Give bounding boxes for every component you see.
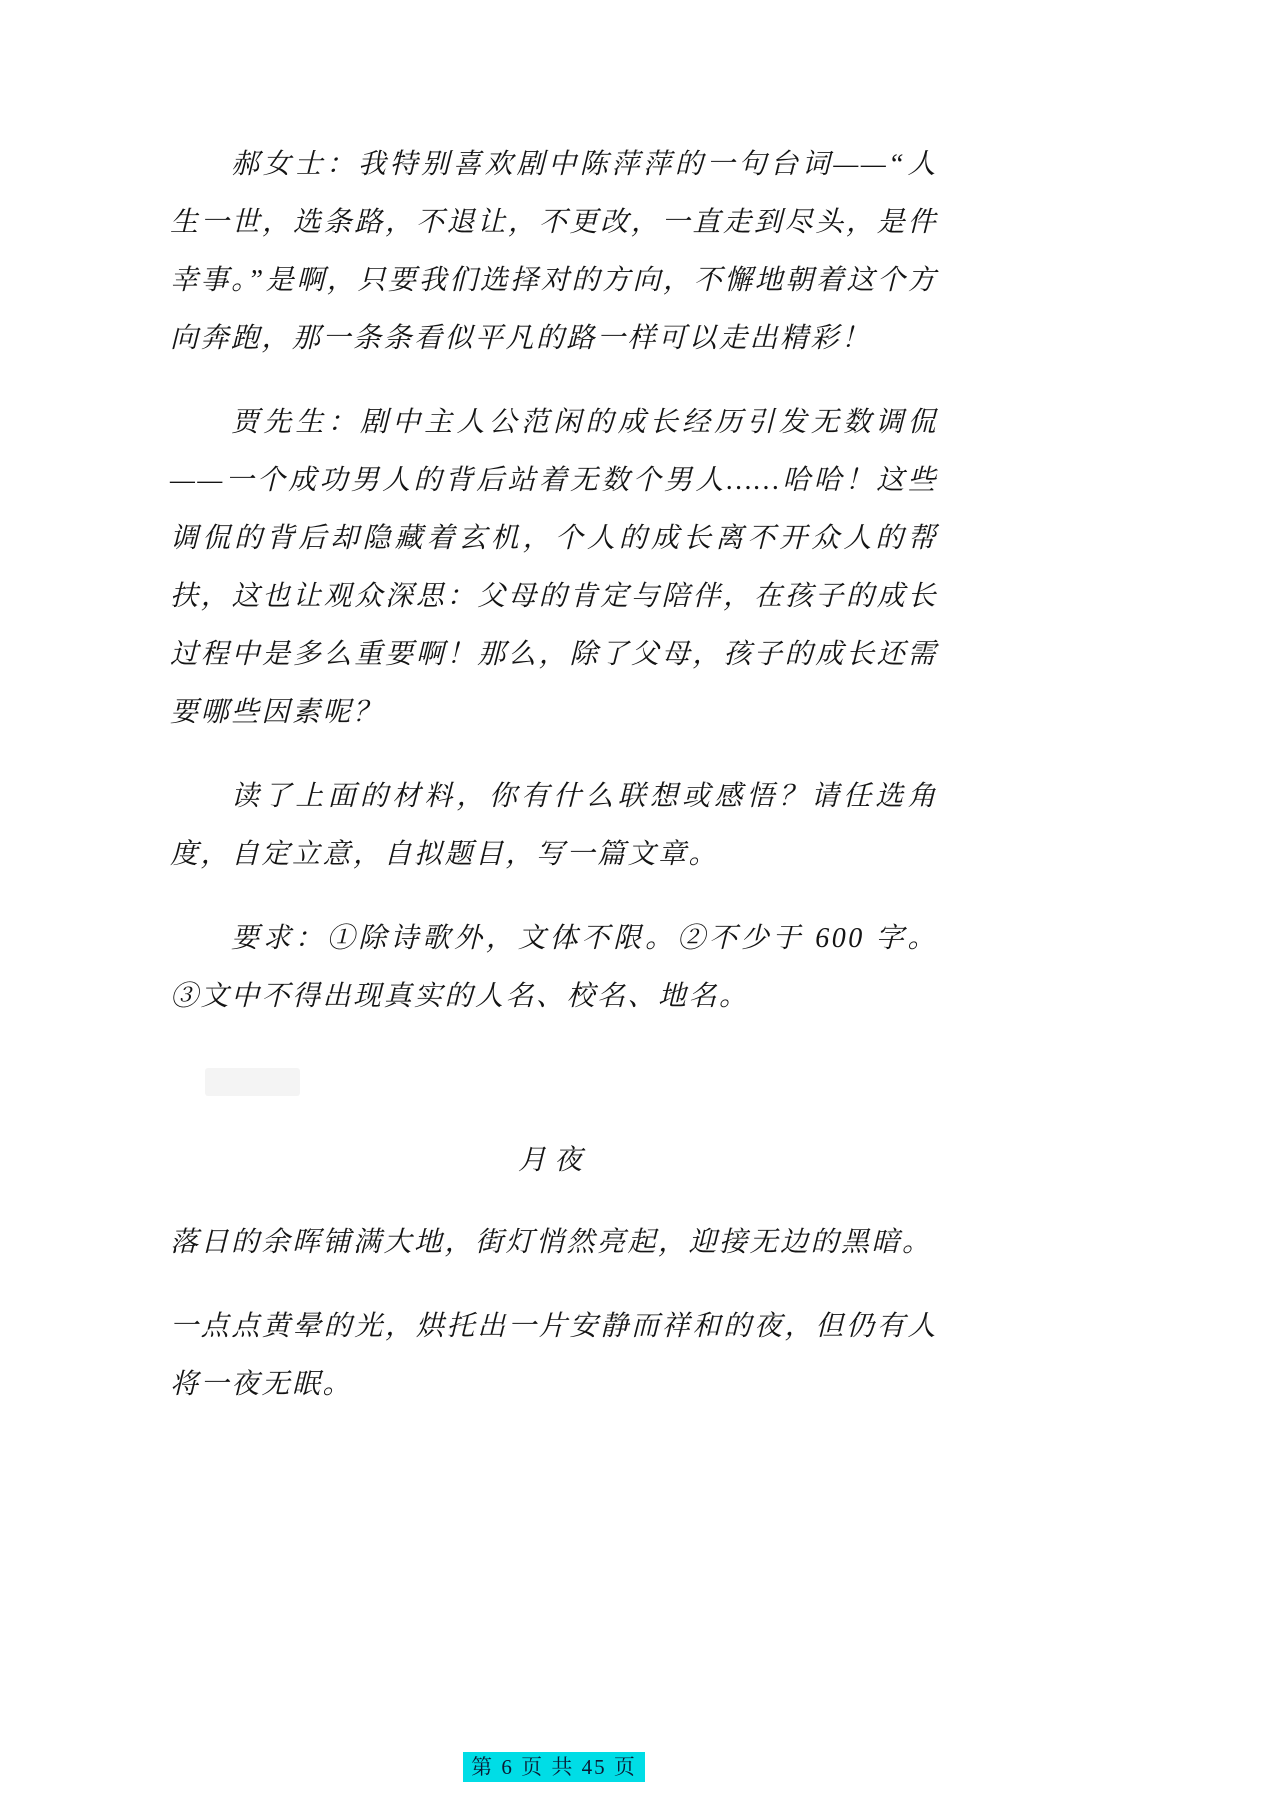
paragraph-sunset: 落日的余晖铺满大地，街灯悄然亮起，迎接无边的黑暗。 <box>170 1227 933 1258</box>
faint-scan-artifact <box>205 1068 300 1096</box>
paragraph-hao-quote: 郝女士：我特别喜欢剧中陈萍萍的一句台词——“人生一世，选条路，不退让，不更改，一直走到尽头，是件幸事。”是啊，只要我们选择对的方向，不懈地朝着这个方向奔跑，那一条条看似平凡的路一样可以走出精彩！ <box>170 149 938 354</box>
paragraph-requirements: 要求：①除诗歌外，文体不限。②不少于 600 字。③文中不得出现真实的人名、校名、地名。 <box>170 923 938 1012</box>
paragraph-jia-quote: 贾先生：剧中主人公范闲的成长经历引发无数调侃——一个成功男人的背后站着无数个男人……哈哈！这些调侃的背后却隐藏着玄机，个人的成长离不开众人的帮扶，这也让观众深思：父母的肯定与陪伴，在孩子的成长过程中是多么重要啊！那么，除了父母，孩子的成长还需要哪些因素呢？ <box>170 407 938 728</box>
page-number-badge: 第 6 页 共 45 页 <box>463 1752 645 1782</box>
page-footer <box>170 1752 938 1782</box>
paragraph-yellow-glow: 一点点黄晕的光，烘托出一片安静而祥和的夜，但仍有人将一夜无眠。 <box>170 1311 938 1400</box>
section-title-moonlit-night: 月夜 <box>517 1145 590 1176</box>
paragraph-writing-prompt: 读了上面的材料，你有什么联想或感悟？请任选角度，自定立意，自拟题目，写一篇文章。 <box>170 781 938 870</box>
document-body <box>170 136 938 1440</box>
